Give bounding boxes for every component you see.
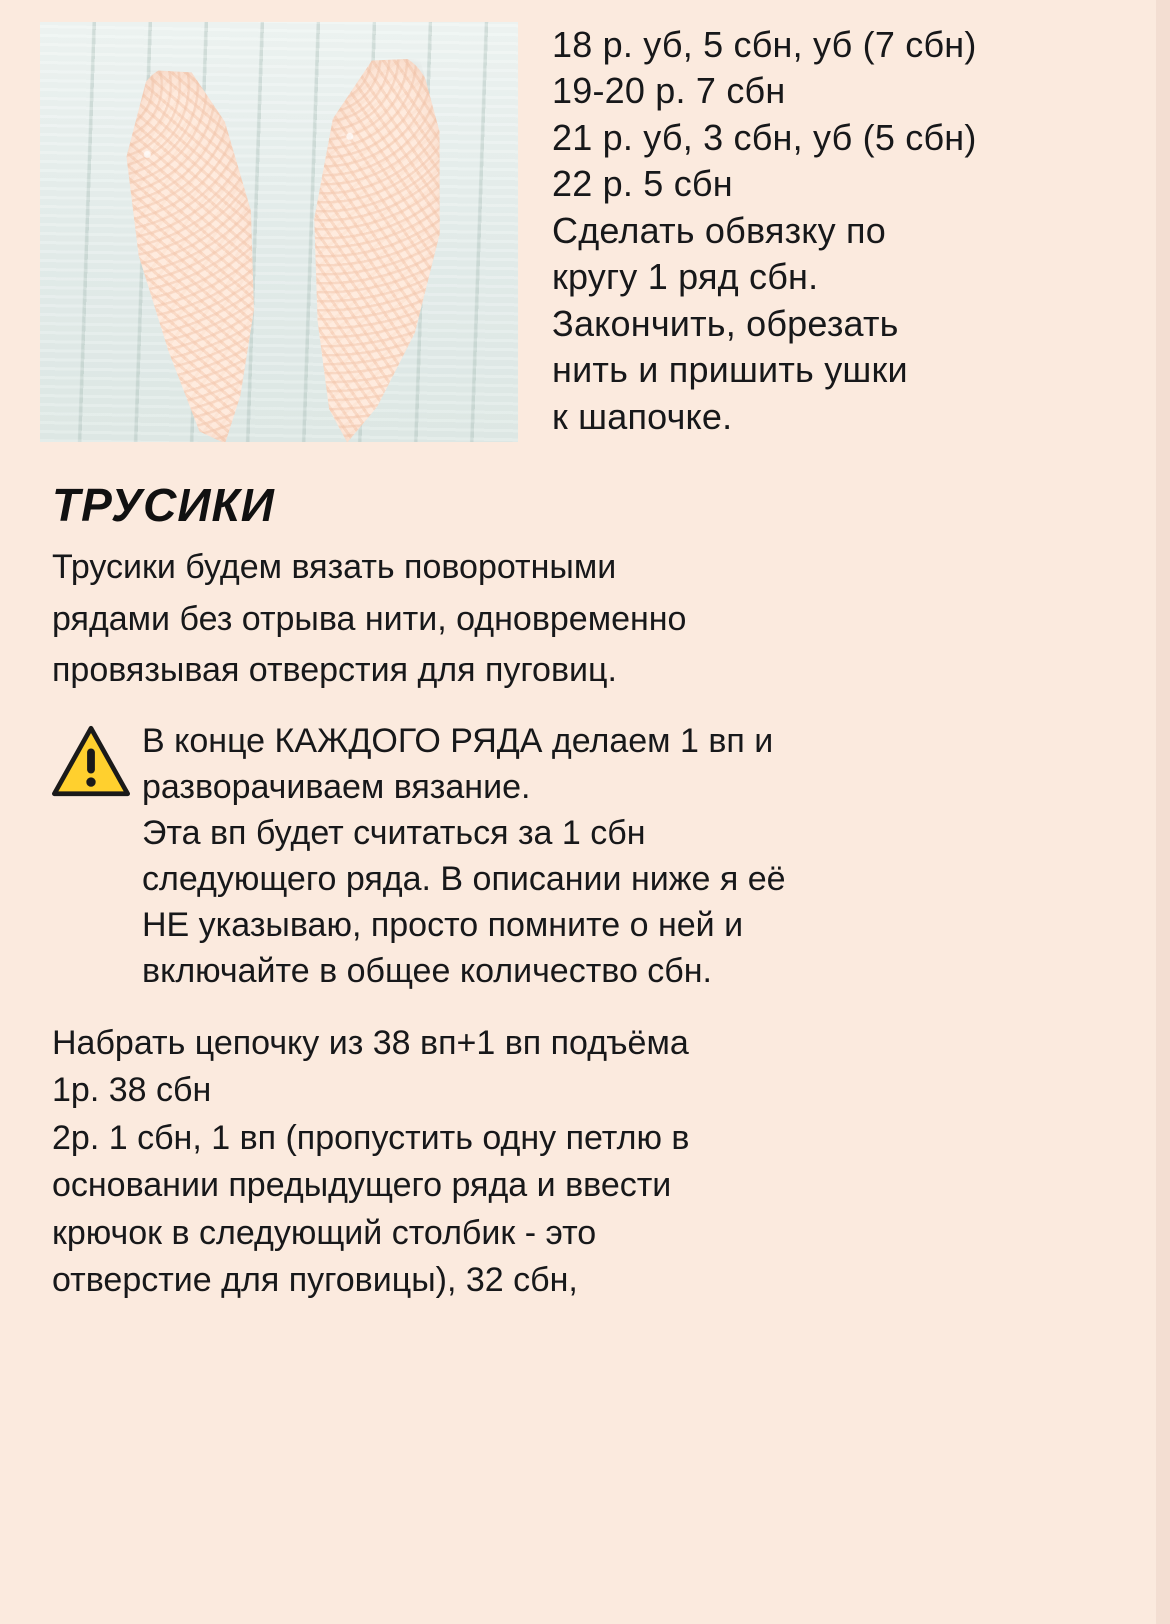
warning-line: разворачиваем вязание. — [142, 767, 531, 806]
instruction-line: 19-20 р. 7 сбн — [552, 70, 786, 112]
instruction-line: кругу 1 ряд сбн. — [552, 256, 819, 298]
row-line: крючок в следующий столбик - это — [52, 1213, 597, 1252]
warning-line: Эта вп будет считаться за 1 сбн — [142, 813, 646, 852]
intro-line: Трусики будем вязать поворотными — [52, 548, 617, 586]
row-line: отверстие для пуговицы), 32 сбн, — [52, 1261, 578, 1300]
warning-line: В конце КАЖДОГО РЯДА делаем 1 вп и — [142, 721, 774, 760]
row-line: 2р. 1 сбн, 1 вп (пропустить одну петлю в — [52, 1118, 690, 1157]
intro-line: провязывая отверстия для пуговиц. — [52, 651, 617, 690]
row-line: Набрать цепочку из 38 вп+1 вп подъёма — [52, 1023, 689, 1062]
intro-line: рядами без отрыва нити, одновременно — [52, 599, 687, 638]
instruction-line: Сделать обвязку по — [552, 209, 886, 251]
warning-line: следующего ряда. В описании ниже я её — [142, 860, 786, 899]
photo-texture-overlay — [40, 22, 518, 442]
body-content — [0, 546, 1170, 1303]
warning-note — [52, 719, 1126, 996]
instruction-line: 22 р. 5 сбн — [552, 163, 733, 205]
instruction-line: к шапочке. — [552, 395, 733, 437]
warning-triangle-icon — [52, 725, 130, 797]
instruction-line: 21 р. уб, 3 сбн, уб (5 сбн) — [552, 116, 977, 158]
crochet-ears-photo — [40, 22, 518, 442]
row-instructions-block — [52, 1022, 1126, 1303]
warning-line: включайте в общее количество сбн. — [142, 952, 712, 991]
top-section — [0, 0, 1170, 442]
instruction-line: 18 р. уб, 5 сбн, уб (7 сбн) — [552, 24, 977, 65]
instruction-line: Закончить, обрезать — [552, 302, 899, 344]
warning-text — [130, 719, 786, 996]
page-title: ТРУСИКИ — [52, 479, 275, 531]
row-line: 1р. 38 сбн — [52, 1071, 212, 1110]
instruction-line: нить и пришить ушки — [552, 349, 908, 391]
warning-line: НЕ указываю, просто помните о ней и — [142, 906, 744, 945]
top-instructions-block — [518, 22, 1140, 440]
row-line: основании предыдущего ряда и ввести — [52, 1166, 672, 1205]
